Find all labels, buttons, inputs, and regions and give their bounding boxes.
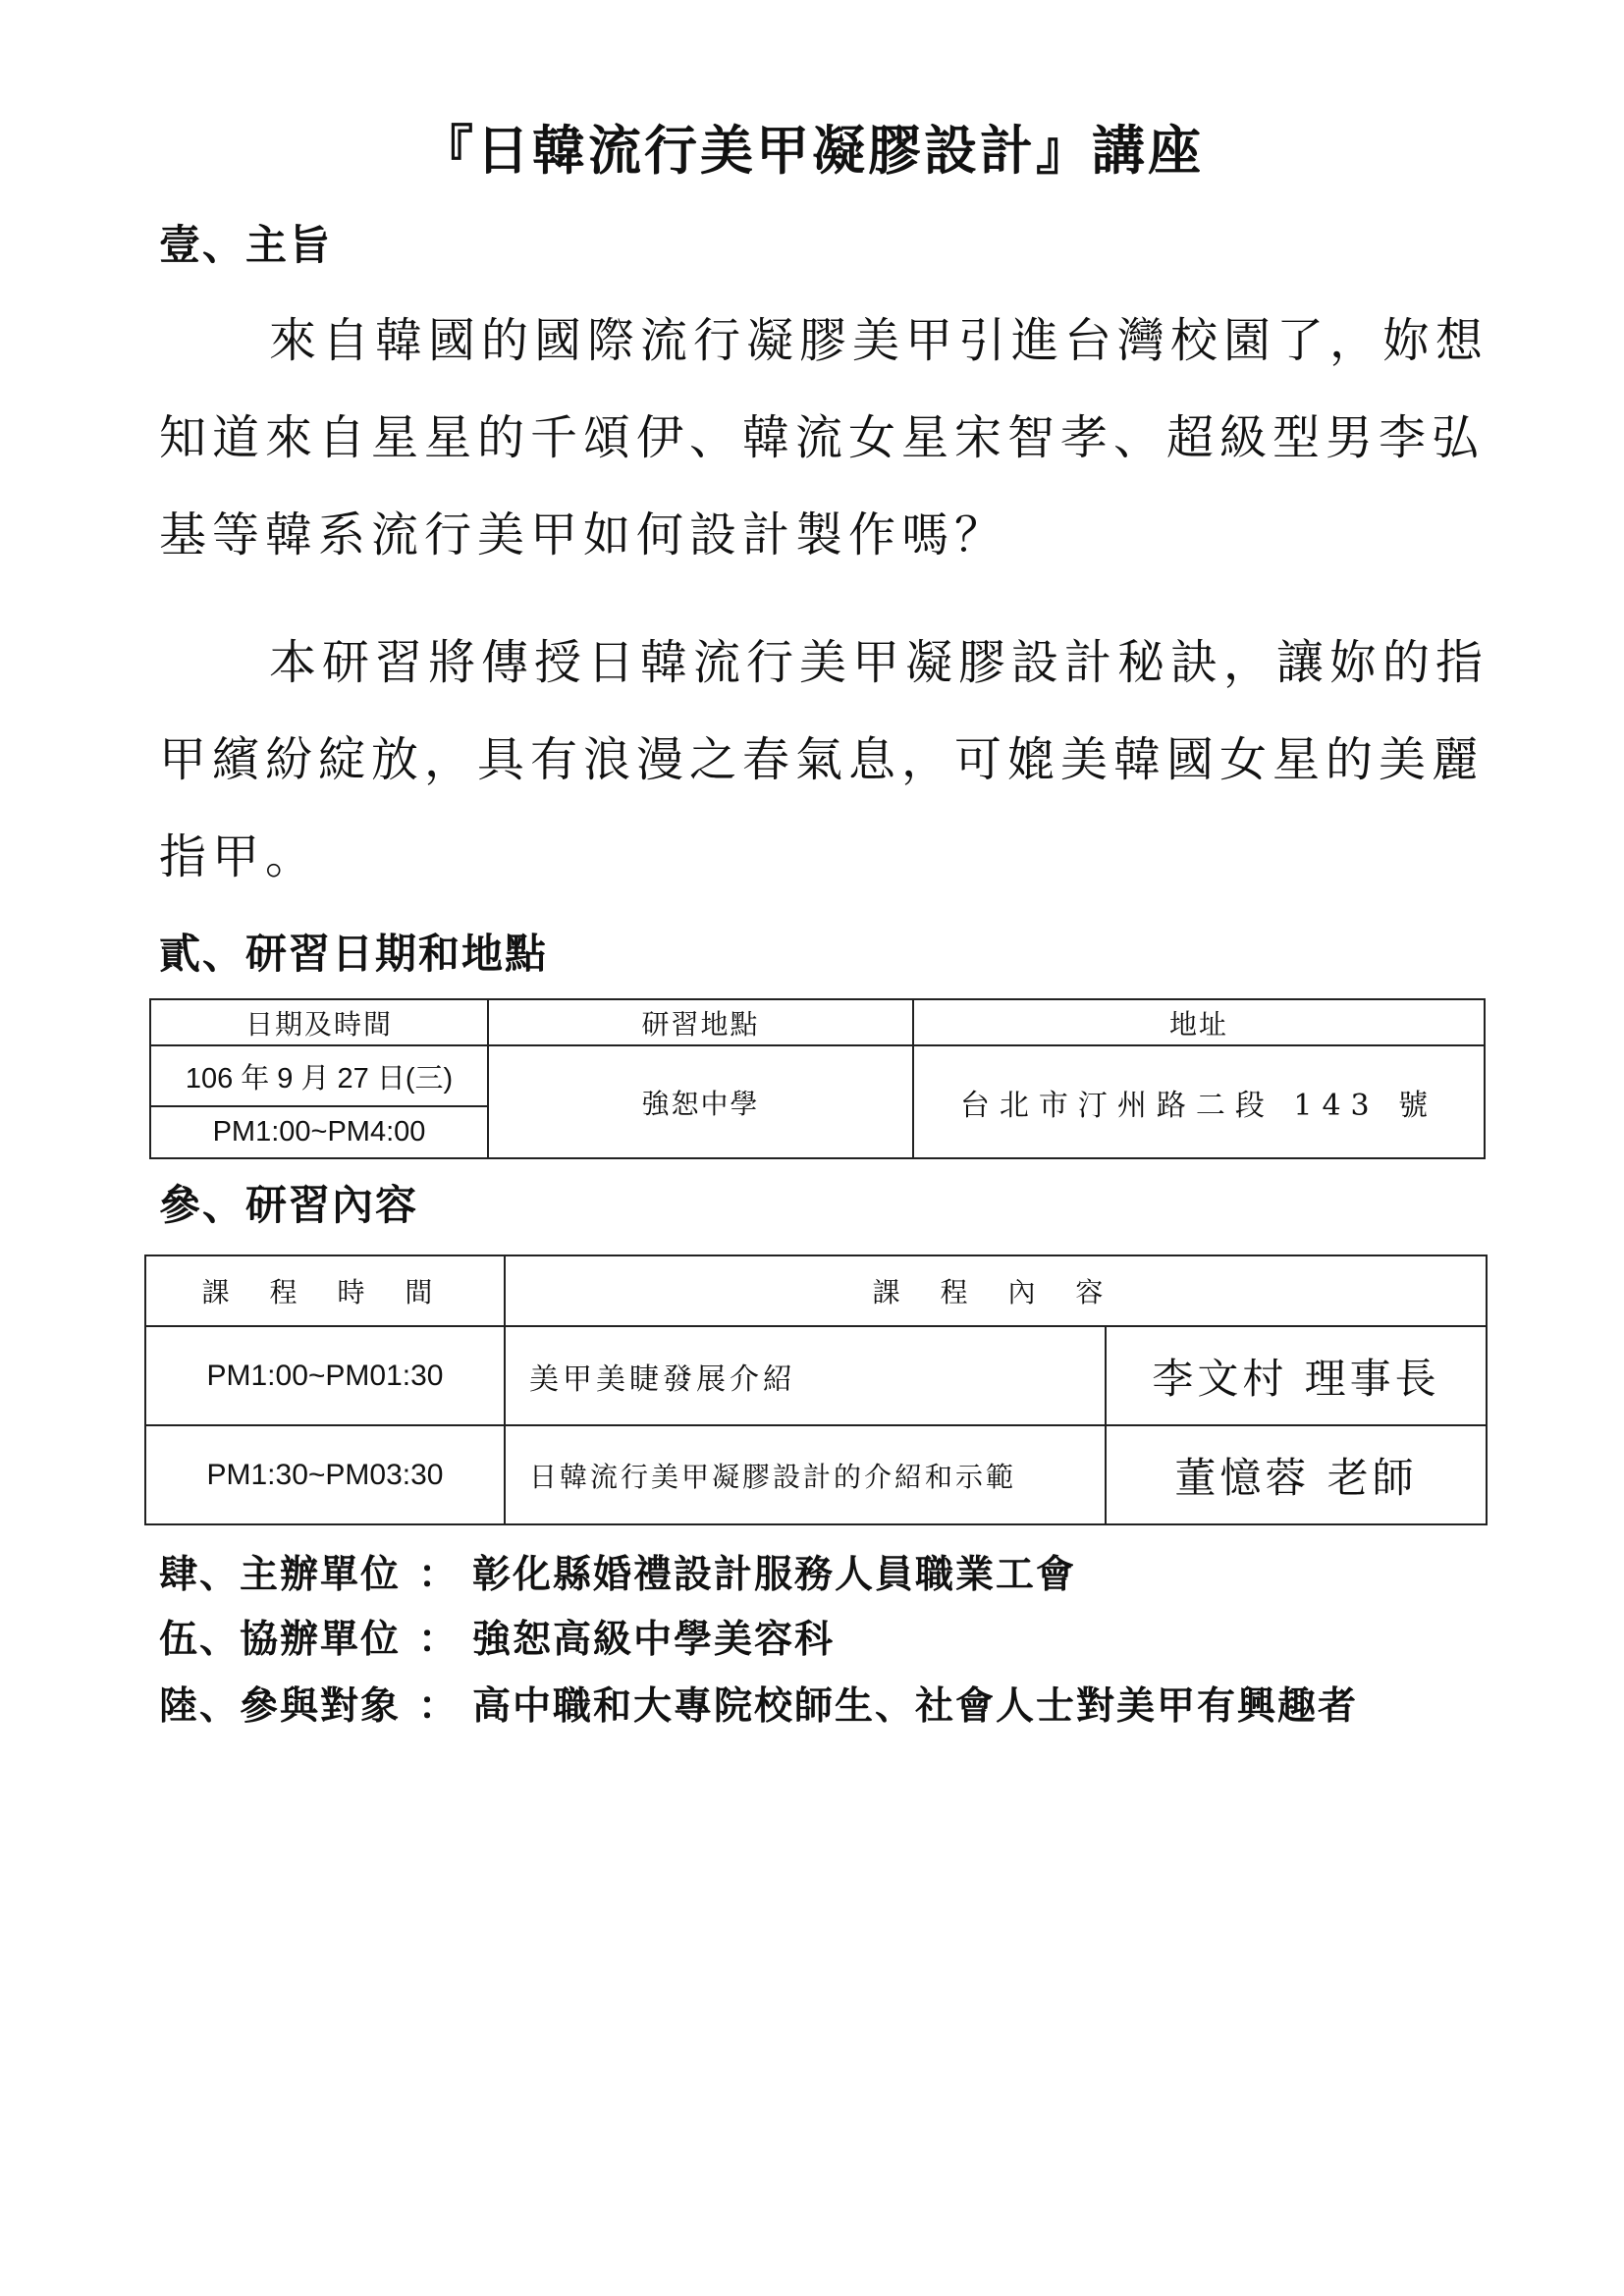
- field-colon: ：: [418, 1683, 460, 1729]
- field-colon: ：: [418, 1552, 460, 1597]
- course-speaker-cell: 李文村 理事長: [1106, 1326, 1487, 1425]
- table-header-row: [150, 999, 1485, 1045]
- purpose-paragraph-2: [159, 614, 1534, 906]
- course-time-cell: PM1:30~PM03:30: [145, 1425, 505, 1524]
- paragraph-line: 基等韓系流行美甲如何設計製作嗎？: [159, 507, 1008, 562]
- participants-field: [159, 1681, 1358, 1732]
- field-label: 伍、協辦單位: [159, 1617, 402, 1662]
- table-header-cell: 課 程 內 容: [505, 1255, 1487, 1326]
- paragraph-line: 本研習將傳授日韓流行美甲凝膠設計秘訣，讓妳的指: [269, 635, 1489, 690]
- section-heading-date-location: 貳、研習日期和地點: [159, 930, 549, 978]
- course-content-table: [144, 1255, 1488, 1525]
- table-header-cell: 日期及時間: [150, 999, 488, 1045]
- section-heading-purpose: 壹、主旨: [159, 221, 333, 269]
- section-heading-content: 參、研習內容: [159, 1181, 419, 1229]
- purpose-paragraph-1: [159, 293, 1534, 584]
- paragraph-line: 知道來自星星的千頌伊、韓流女星宋智孝、超級型男李弘: [159, 410, 1486, 465]
- paragraph-line: 指甲。: [159, 829, 319, 884]
- time-cell: PM1:00~PM4:00: [150, 1106, 488, 1158]
- co-organizer-field: [159, 1614, 835, 1665]
- table-header-cell: 地址: [913, 999, 1485, 1045]
- venue-cell: 強恕中學: [488, 1045, 913, 1158]
- table-row: [145, 1326, 1487, 1425]
- document-title: 『日韓流行美甲凝膠設計』講座: [420, 119, 1204, 182]
- field-value: 彰化縣婚禮設計服務人員職業工會: [472, 1552, 1077, 1597]
- address-cell: 台北市汀州路二段 143 號: [913, 1045, 1485, 1158]
- table-header-cell: 研習地點: [488, 999, 913, 1045]
- date-cell: 106 年 9 月 27 日(三): [150, 1045, 488, 1106]
- table-header-row: [145, 1255, 1487, 1326]
- field-value: 高中職和大專院校師生、社會人士對美甲有興趣者: [472, 1683, 1359, 1729]
- table-row: [150, 1045, 1485, 1106]
- course-topic-cell: 日韓流行美甲凝膠設計的介紹和示範: [505, 1425, 1106, 1524]
- paragraph-line: 來自韓國的國際流行凝膠美甲引進台灣校園了，妳想: [269, 313, 1489, 368]
- field-label: 陸、參與對象: [159, 1683, 402, 1729]
- course-speaker-cell: 董憶蓉 老師: [1106, 1425, 1487, 1524]
- table-row: [145, 1425, 1487, 1524]
- field-label: 肆、主辦單位: [159, 1552, 402, 1597]
- course-topic-cell: 美甲美睫發展介紹: [505, 1326, 1106, 1425]
- field-value: 強恕高級中學美容科: [472, 1617, 836, 1662]
- field-colon: ：: [418, 1617, 460, 1662]
- date-location-table: [149, 998, 1486, 1159]
- organizer-field: [159, 1549, 1076, 1600]
- paragraph-line: 甲繽紛綻放，具有浪漫之春氣息，可媲美韓國女星的美麗: [159, 732, 1486, 787]
- course-time-cell: PM1:00~PM01:30: [145, 1326, 505, 1425]
- table-header-cell: 課 程 時 間: [145, 1255, 505, 1326]
